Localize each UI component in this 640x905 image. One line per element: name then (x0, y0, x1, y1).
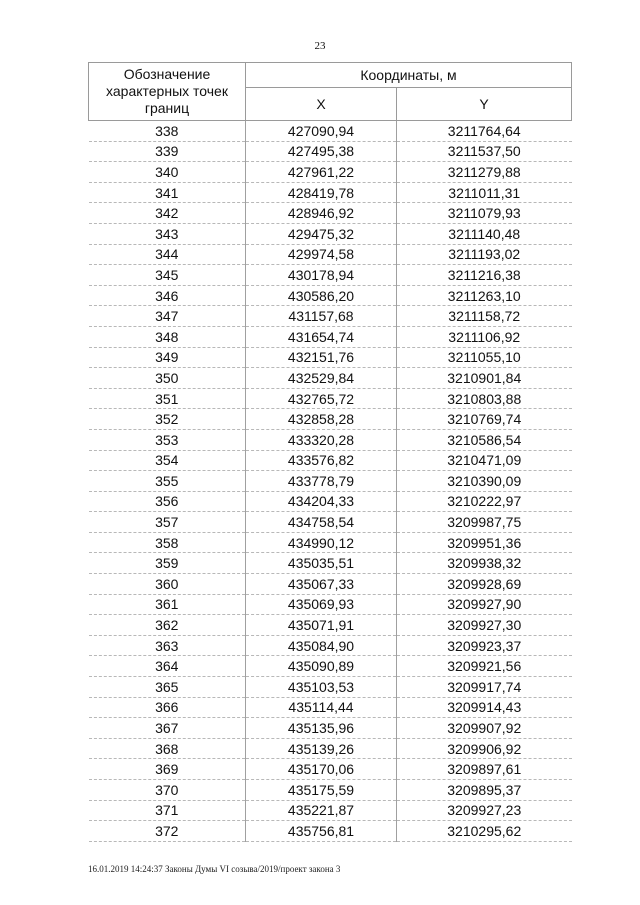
table-row (89, 162, 572, 183)
y-cell: 3211537,50 (397, 141, 572, 162)
y-cell: 3211079,93 (397, 203, 572, 224)
point-cell: 358 (89, 532, 246, 553)
x-cell: 428946,92 (246, 203, 397, 224)
x-cell: 435071,91 (246, 615, 397, 636)
header-x: X (246, 88, 397, 121)
point-cell: 351 (89, 388, 246, 409)
point-cell: 371 (89, 800, 246, 821)
footer-note: 16.01.2019 14:24:37 Законы Думы VI созыва/2019/проект закона 3 (88, 864, 341, 874)
table-row (89, 512, 572, 533)
y-cell: 3210471,09 (397, 450, 572, 471)
point-cell: 356 (89, 491, 246, 512)
y-cell: 3211216,38 (397, 265, 572, 286)
x-cell: 431654,74 (246, 326, 397, 347)
x-cell: 435067,33 (246, 574, 397, 595)
x-cell: 432529,84 (246, 368, 397, 389)
y-cell: 3209897,61 (397, 759, 572, 780)
y-cell: 3211158,72 (397, 306, 572, 327)
y-cell: 3210586,54 (397, 429, 572, 450)
point-cell: 344 (89, 244, 246, 265)
y-cell: 3209921,56 (397, 656, 572, 677)
x-cell: 435103,53 (246, 677, 397, 698)
point-cell: 341 (89, 182, 246, 203)
table-row (89, 368, 572, 389)
point-cell: 372 (89, 821, 246, 842)
table-row (89, 800, 572, 821)
point-cell: 362 (89, 615, 246, 636)
y-cell: 3209914,43 (397, 697, 572, 718)
point-cell: 367 (89, 718, 246, 739)
x-cell: 433778,79 (246, 471, 397, 492)
table-row (89, 697, 572, 718)
table-row (89, 491, 572, 512)
table-row (89, 635, 572, 656)
x-cell: 435035,51 (246, 553, 397, 574)
point-cell: 348 (89, 326, 246, 347)
point-cell: 353 (89, 429, 246, 450)
point-cell: 363 (89, 635, 246, 656)
y-cell: 3211193,02 (397, 244, 572, 265)
x-cell: 434204,33 (246, 491, 397, 512)
x-cell: 427961,22 (246, 162, 397, 183)
x-cell: 433576,82 (246, 450, 397, 471)
x-cell: 435135,96 (246, 718, 397, 739)
point-cell: 360 (89, 574, 246, 595)
table-row (89, 615, 572, 636)
table-row (89, 388, 572, 409)
point-cell: 357 (89, 512, 246, 533)
y-cell: 3210769,74 (397, 409, 572, 430)
table-row (89, 347, 572, 368)
x-cell: 432765,72 (246, 388, 397, 409)
table-row (89, 141, 572, 162)
x-cell: 432858,28 (246, 409, 397, 430)
x-cell: 435069,93 (246, 594, 397, 615)
table-row (89, 677, 572, 698)
x-cell: 435756,81 (246, 821, 397, 842)
header-point-designation: Обозначение характерных точек границ (89, 63, 246, 121)
y-cell: 3209987,75 (397, 512, 572, 533)
table-row (89, 553, 572, 574)
y-cell: 3209923,37 (397, 635, 572, 656)
table-row (89, 265, 572, 286)
point-cell: 364 (89, 656, 246, 677)
y-cell: 3211055,10 (397, 347, 572, 368)
point-cell: 361 (89, 594, 246, 615)
table-body (89, 121, 572, 842)
table-row (89, 450, 572, 471)
table-row (89, 203, 572, 224)
table-row (89, 718, 572, 739)
point-cell: 346 (89, 285, 246, 306)
x-cell: 435221,87 (246, 800, 397, 821)
x-cell: 429475,32 (246, 223, 397, 244)
x-cell: 429974,58 (246, 244, 397, 265)
table-row (89, 759, 572, 780)
table-row (89, 244, 572, 265)
table-row (89, 594, 572, 615)
x-cell: 435175,59 (246, 780, 397, 801)
x-cell: 435090,89 (246, 656, 397, 677)
y-cell: 3211764,64 (397, 121, 572, 142)
table-row (89, 429, 572, 450)
header-coordinates: Координаты, м (246, 63, 572, 88)
point-cell: 352 (89, 409, 246, 430)
x-cell: 435114,44 (246, 697, 397, 718)
table-row (89, 574, 572, 595)
point-cell: 343 (89, 223, 246, 244)
page-number: 23 (314, 40, 326, 52)
table-header (89, 63, 572, 121)
y-cell: 3209895,37 (397, 780, 572, 801)
x-cell: 435170,06 (246, 759, 397, 780)
point-cell: 368 (89, 738, 246, 759)
y-cell: 3209951,36 (397, 532, 572, 553)
y-cell: 3209938,32 (397, 553, 572, 574)
table-row (89, 780, 572, 801)
y-cell: 3211140,48 (397, 223, 572, 244)
y-cell: 3210901,84 (397, 368, 572, 389)
table-row (89, 738, 572, 759)
point-cell: 338 (89, 121, 246, 142)
point-cell: 350 (89, 368, 246, 389)
x-cell: 428419,78 (246, 182, 397, 203)
x-cell: 434758,54 (246, 512, 397, 533)
table-row (89, 409, 572, 430)
y-cell: 3210295,62 (397, 821, 572, 842)
table-row (89, 656, 572, 677)
y-cell: 3211263,10 (397, 285, 572, 306)
point-cell: 347 (89, 306, 246, 327)
y-cell: 3211011,31 (397, 182, 572, 203)
y-cell: 3209927,23 (397, 800, 572, 821)
point-cell: 359 (89, 553, 246, 574)
x-cell: 427090,94 (246, 121, 397, 142)
x-cell: 430586,20 (246, 285, 397, 306)
point-cell: 365 (89, 677, 246, 698)
y-cell: 3211106,92 (397, 326, 572, 347)
table-row (89, 306, 572, 327)
point-cell: 370 (89, 780, 246, 801)
header-y: Y (397, 88, 572, 121)
y-cell: 3209917,74 (397, 677, 572, 698)
x-cell: 435139,26 (246, 738, 397, 759)
y-cell: 3209928,69 (397, 574, 572, 595)
point-cell: 354 (89, 450, 246, 471)
table-row (89, 326, 572, 347)
point-cell: 369 (89, 759, 246, 780)
point-cell: 345 (89, 265, 246, 286)
point-cell: 342 (89, 203, 246, 224)
y-cell: 3210390,09 (397, 471, 572, 492)
table-row (89, 285, 572, 306)
y-cell: 3209907,92 (397, 718, 572, 739)
point-cell: 339 (89, 141, 246, 162)
y-cell: 3209927,30 (397, 615, 572, 636)
y-cell: 3209927,90 (397, 594, 572, 615)
point-cell: 349 (89, 347, 246, 368)
y-cell: 3211279,88 (397, 162, 572, 183)
table-row (89, 821, 572, 842)
x-cell: 434990,12 (246, 532, 397, 553)
x-cell: 435084,90 (246, 635, 397, 656)
table-row (89, 532, 572, 553)
y-cell: 3210803,88 (397, 388, 572, 409)
x-cell: 427495,38 (246, 141, 397, 162)
x-cell: 430178,94 (246, 265, 397, 286)
table-row (89, 471, 572, 492)
table-row (89, 182, 572, 203)
x-cell: 431157,68 (246, 306, 397, 327)
y-cell: 3210222,97 (397, 491, 572, 512)
point-cell: 366 (89, 697, 246, 718)
coordinates-table (88, 62, 572, 842)
table-row (89, 223, 572, 244)
table-row (89, 121, 572, 142)
y-cell: 3209906,92 (397, 738, 572, 759)
x-cell: 433320,28 (246, 429, 397, 450)
point-cell: 340 (89, 162, 246, 183)
point-cell: 355 (89, 471, 246, 492)
x-cell: 432151,76 (246, 347, 397, 368)
